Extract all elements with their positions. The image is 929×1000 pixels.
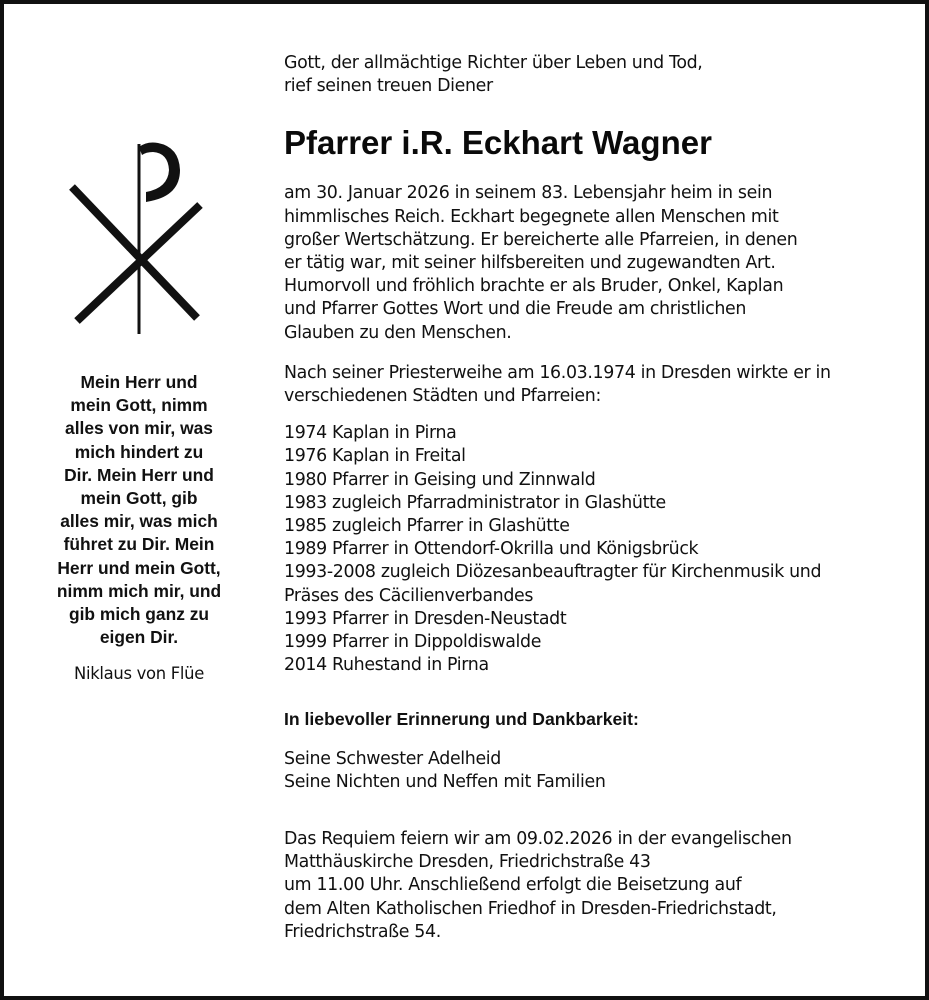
- paragraph-line: Glauben zu den Menschen.: [284, 322, 512, 343]
- career-item: Präses des Cäcilienverbandes: [284, 585, 534, 606]
- requiem-line: Friedrichstraße 54.: [284, 921, 441, 942]
- quote-line: mich hindert zu: [74, 441, 204, 462]
- career-item: 1993-2008 zugleich Diözesanbeauftragter für Kirchenmusik und: [284, 562, 822, 583]
- paragraph-line: Humorvoll und fröhlich brachte er als Bruder, Onkel, Kaplan: [284, 276, 784, 297]
- requiem-line: Matthäuskirche Dresden, Friedrichstraße 43: [284, 852, 651, 873]
- paragraph-line: großer Wertschätzung. Er bereicherte alle Pfarreien, in denen: [284, 229, 798, 250]
- career-item: 1980 Pfarrer in Geising und Zinnwald: [284, 469, 596, 490]
- intro-text: [284, 52, 904, 98]
- mourners-list: [284, 748, 904, 794]
- career-item: 1993 Pfarrer in Dresden-Neustadt: [284, 608, 567, 629]
- quote-line: mein Gott, nimm: [70, 395, 208, 416]
- quote-line: Dir. Mein Herr und: [64, 464, 214, 485]
- life-paragraph: [284, 182, 904, 344]
- quote-line: führet zu Dir. Mein: [63, 534, 215, 555]
- paragraph-line: verschiedenen Städten und Pfarreien:: [284, 386, 601, 407]
- career-item: 1983 zugleich Pfarradministrator in Glashütte: [284, 492, 666, 513]
- paragraph-line: Nach seiner Priesterweihe am 16.03.1974 in Dresden wirkte er in: [284, 362, 831, 383]
- thanks-heading: In liebevoller Erinnerung und Dankbarkeit:: [284, 709, 639, 730]
- obituary-main: [284, 52, 904, 944]
- intro-line: Gott, der allmächtige Richter über Leben und Tod,: [284, 53, 703, 73]
- mourner: Seine Schwester Adelheid: [284, 748, 501, 769]
- quote-line: eigen Dir.: [99, 627, 179, 648]
- quote-line: alles von mir, was: [65, 418, 213, 439]
- quote-author: Niklaus von Flüe: [73, 664, 205, 684]
- requiem-line: um 11.00 Uhr. Anschließend erfolgt die Beisetzung auf: [284, 875, 742, 896]
- career-item: 1974 Kaplan in Pirna: [284, 423, 457, 444]
- paragraph-line: er tätig war, mit seiner hilfsbereiten und zugewandten Art.: [284, 253, 776, 274]
- quote-line: alles mir, was mich: [60, 511, 218, 532]
- career-item: 1989 Pfarrer in Ottendorf-Okrilla und Königsbrück: [284, 539, 699, 560]
- paragraph-line: und Pfarrer Gottes Wort und die Freude am christlichen: [284, 299, 747, 320]
- quote-line: Mein Herr und: [80, 372, 198, 392]
- requiem-line: dem Alten Katholischen Friedhof in Dresden-Friedrichstadt,: [284, 898, 777, 919]
- intro-line: rief seinen treuen Diener: [284, 76, 493, 97]
- quote-text: [34, 371, 244, 649]
- mourner: Seine Nichten und Neffen mit Familien: [284, 771, 606, 792]
- quote-line: nimm mich mir, und: [56, 580, 222, 601]
- paragraph-line: am 30. Januar 2026 in seinem 83. Lebensjahr heim in sein: [284, 183, 773, 204]
- chi-rho-loop: [139, 143, 180, 203]
- quote-line: Herr und mein Gott,: [57, 557, 221, 578]
- requiem-line: Das Requiem feiern wir am 09.02.2026 in der evangelischen: [284, 829, 792, 850]
- quote-line: gib mich ganz zu: [68, 604, 210, 625]
- career-item: 1985 zugleich Pfarrer in Glashütte: [284, 516, 570, 537]
- deceased-name: Pfarrer i.R. Eckhart Wagner: [284, 124, 712, 162]
- paragraph-line: himmlisches Reich. Eckhart begegnete allen Menschen mit: [284, 206, 779, 227]
- requiem-info: [284, 828, 904, 944]
- career-list: [284, 422, 904, 677]
- career-item: 1976 Kaplan in Freital: [284, 446, 466, 467]
- chi-rho-icon: [55, 135, 225, 340]
- chi-rho-arm-left: [72, 187, 197, 318]
- ordination-paragraph: [284, 362, 904, 408]
- quote-column: [34, 371, 244, 685]
- career-item: 2014 Ruhestand in Pirna: [284, 655, 489, 676]
- career-item: 1999 Pfarrer in Dippoldiswalde: [284, 632, 542, 653]
- quote-line: mein Gott, gib: [80, 488, 198, 509]
